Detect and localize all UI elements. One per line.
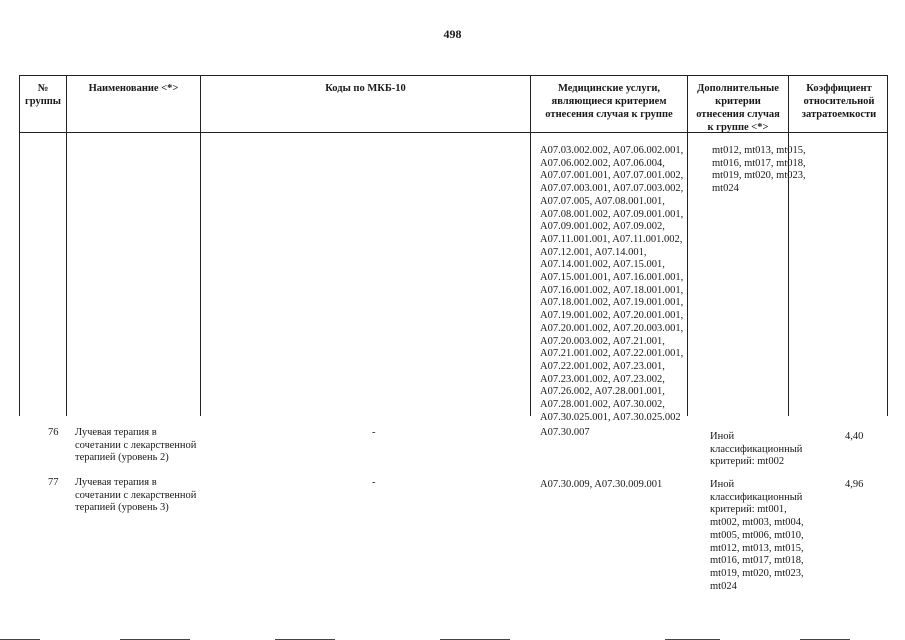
row-services: A07.30.009, A07.30.009.001 xyxy=(540,479,663,490)
continuation-extra-criteria: mt012, mt013, mt015, mt016, mt017, mt018, mt019, mt020, mt023, mt024 xyxy=(712,145,806,195)
header-group-number: № группы xyxy=(20,76,67,132)
header-medical-services: Медицинские услуги, являющиеся критерием отнесения случая к группе xyxy=(531,76,688,132)
row-services: A07.30.007 xyxy=(540,427,590,438)
grid-line xyxy=(66,133,67,416)
grid-line xyxy=(887,133,888,416)
scan-artifacts xyxy=(0,636,905,640)
row-mkb: - xyxy=(372,427,376,438)
row-number: 76 xyxy=(48,427,59,438)
page-number: 498 xyxy=(443,27,462,41)
table-header xyxy=(19,75,888,133)
row-number: 77 xyxy=(48,477,59,488)
header-mkb-codes: Коды по МКБ-10 xyxy=(201,76,531,132)
grid-line xyxy=(530,133,531,416)
row-name: Лучевая терапия в сочетании с лекарственной терапией (уровень 3) xyxy=(75,477,197,514)
row-extra-criteria: Иной классификационный критерий: mt002 xyxy=(710,431,803,468)
grid-line xyxy=(687,133,688,416)
row-name: Лучевая терапия в сочетании с лекарственной терапией (уровень 2) xyxy=(75,427,197,464)
row-mkb: - xyxy=(372,477,376,488)
row-coefficient: 4,96 xyxy=(845,479,864,490)
row-coefficient: 4,40 xyxy=(845,431,864,442)
header-coefficient: Коэффициент относительной затратоемкости xyxy=(801,83,877,120)
header-name: Наименование <*> xyxy=(67,76,201,132)
continuation-services: A07.03.002.002, A07.06.002.001, A07.06.002.002, A07.06.004, A07.07.001.001, A07.07.001.002, A07.07.003.001, A07.07.003.002, A07.07.005, A07.08.001.001, A07.08.001.002, A07.09.001.001, A07.09.001.002, A07.09.002, A07.11.001.001, A07.11.001.002, A07.12.001, A07.14.001, A07.14.001.002, A07.15.001, A07.15.001.001, A07.16.001.001, A07.16.001.002, A07.18.001.001, A07.18.001.002, A07.19.001.001, A07.19.001.002, A07.20.001.001, A07.20.001.002, A07.20.003.001, A07.20.003.002, A07.21.001, A07.21.001.002, A07.22.001.001, A07.22.001.002, A07.23.001, A07.23.001.002, A07.23.002, A07.26.002, A07.28.001.001, A07.28.001.002, A07.30.002, A07.30.025.001, A07.30.025.002 xyxy=(540,145,684,423)
grid-line xyxy=(19,133,20,416)
header-extra-criteria: Дополнительные критерии отнесения случая к группе <*> xyxy=(688,76,789,132)
row-extra-criteria: Иной классификационный критерий: mt001, mt002, mt003, mt004, mt005, mt006, mt010, mt012, mt013, mt015, mt016, mt017, mt018, mt019, mt020, mt023, mt024 xyxy=(710,479,804,592)
grid-line xyxy=(200,133,201,416)
